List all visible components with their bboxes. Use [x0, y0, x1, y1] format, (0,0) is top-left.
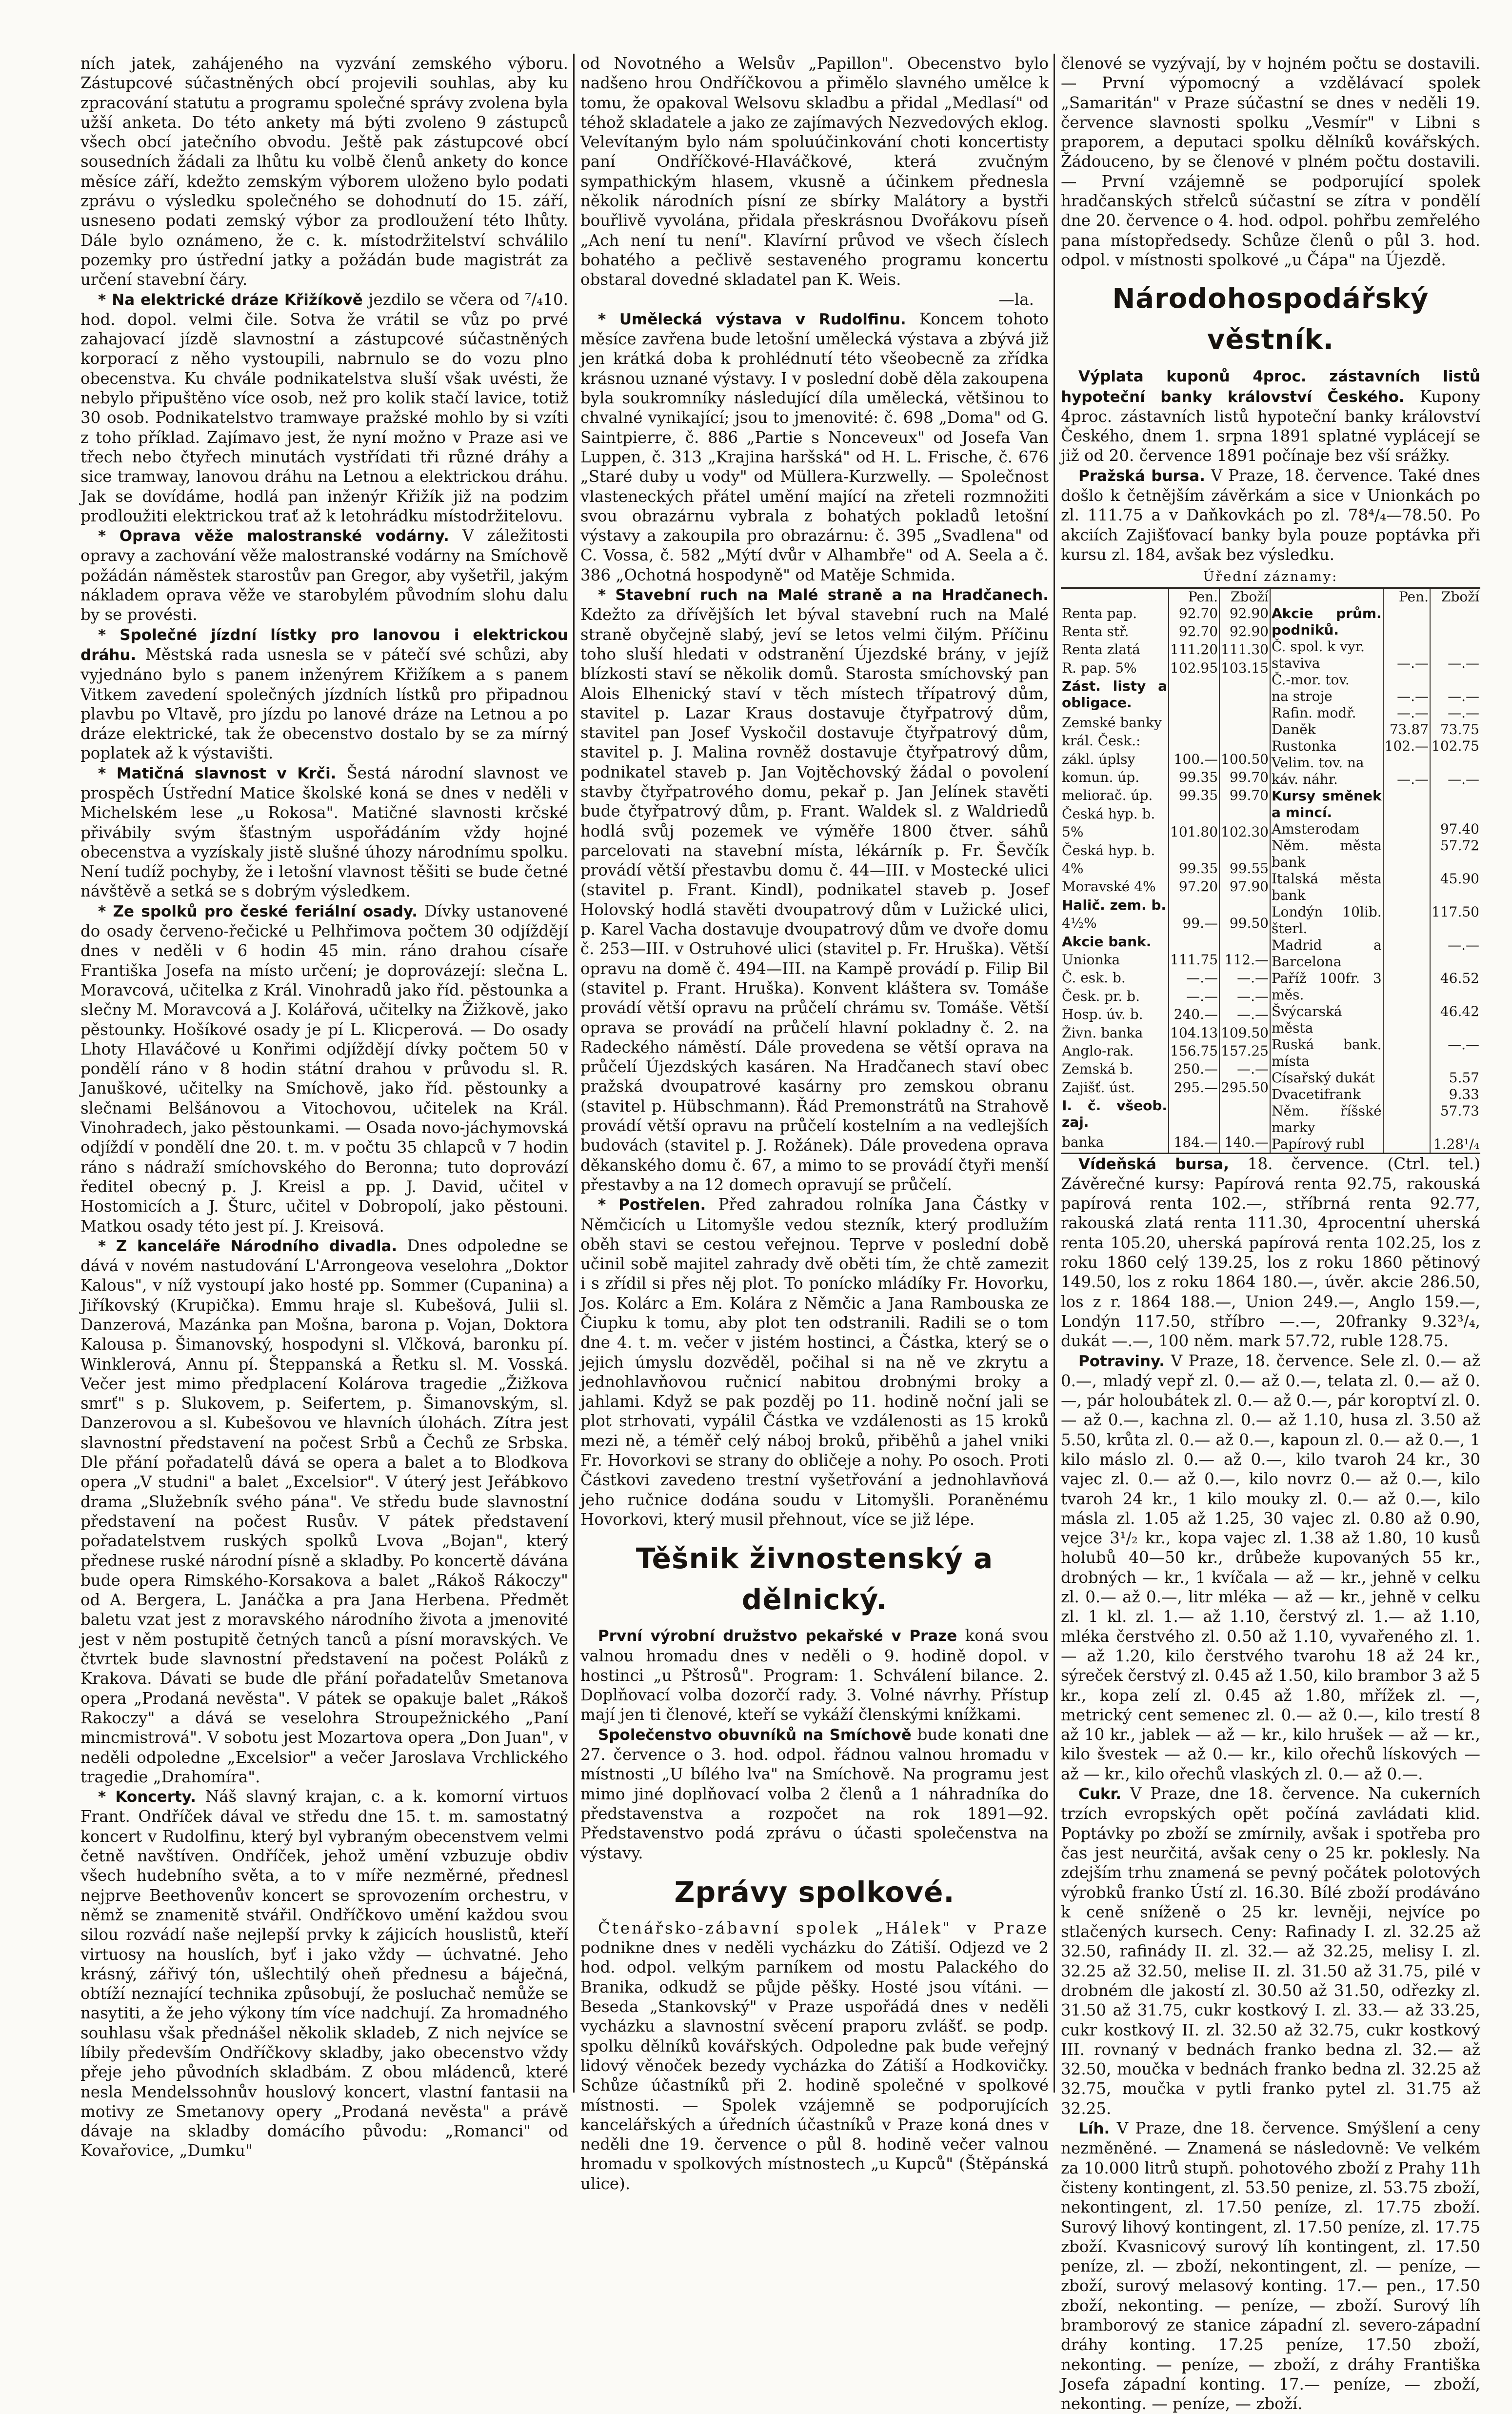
table-row: [1061, 934, 1270, 952]
table-row: [1061, 1134, 1270, 1153]
row-value: 184.—: [1169, 1134, 1219, 1153]
row-label: Zemské banky: [1061, 715, 1169, 733]
row-value: —.—: [1448, 937, 1479, 953]
column-1: [80, 54, 568, 2160]
row-label: káv. náhr.: [1271, 771, 1383, 788]
row-value: 9.33: [1449, 1086, 1479, 1102]
table-row: [1271, 1037, 1480, 1070]
row-label: Renta zlatá: [1061, 641, 1169, 659]
row-label: Akcie prům. podniků.: [1271, 605, 1383, 638]
article-body: Před zahradou rolníka Jana Částky v Němčicích u Litomyšle vedou stezník, který prodlužím oběh stavi se cestou veřejnou. Teprve v poslední době učinil sobě majitel zahrady dvě oběti tím, že chtě zamezit i s zřídil si přes něj plot. To ponícko mládíky Fr. Hovorku, Jos. Kolárc a Em. Kolára z Němčic a Jana Rambouska ze Čiupku k tomu, aby plot ten odstranili. Radili se o tom dne 4. t. m. večer v jistém hostinci, a Částka, který se o jejich úmyslu dozvěděl, počihal si na ně ve zkrytu a jednohlavňovou ručnicí nabitou drobnými broky a jahlami. Když se pak pozděj po 11. hodině noční jali se plot strhovati, vypálil Částka ve vzdálenosti as 15 kroků mezi ně, a téměř celý náboj broků, přiběhů a jahel vniki Fr. Hovorkovi se strany do obličeje a nohy. Po osoch. Proti Částkovi zavedeno trestní vyšetřování a jednohlavňová jeho ručnice dodána soudu v Litomyšli. Poraněnému Hovorkovi, který musil přehnout, více se již lépe.: [580, 1195, 1049, 1529]
table-row: [1271, 821, 1480, 838]
table-body: [1271, 605, 1480, 1153]
article-text: [1061, 1351, 1480, 1784]
row-value: [1383, 1070, 1430, 1086]
row-value: [1219, 806, 1270, 824]
author-signature: —la.: [998, 290, 1034, 309]
row-value: 1.28¹/₄: [1433, 1136, 1479, 1152]
row-label: Velim. tov. na: [1271, 755, 1383, 771]
article-heading: * Z kanceláře Národního divadla.: [98, 1237, 398, 1255]
row-value: [1430, 755, 1480, 771]
table-row: [1061, 970, 1270, 988]
stock-table-right: [1271, 589, 1480, 1153]
row-value: 46.42: [1440, 1003, 1479, 1019]
row-label: Halič. zem. b.: [1061, 897, 1169, 915]
row-value: 103.15: [1221, 659, 1269, 676]
row-label: Papírový rubl: [1271, 1136, 1383, 1153]
row-value: [1430, 788, 1480, 821]
row-value: 57.72: [1440, 837, 1479, 854]
article-body: Koncem tohoto měsíce zavřena bude letošní umělecká výstava a zbývá již jen krátká doba k prohlédnutí této všeobecně za zřídka krásnou uznané výstavy. I v poslední době děla zakoupena byla soukromníky následující díla umělecká, většinou to chvalné vynikající; jsou to jmenovité: č. 698 „Doma" od G. Saintpierre, č. 886 „Partie s Nonceveux" od Josefa Van Luppen, č. 313 „Krajina haršská" od H. L. Frische, č. 676 „Staré duby u vody" od Müllera-Kurzwelly. — Společnost vlasteneckých přátel umění mající na zřeteli rozmnožiti svou obrazárnu vybrala z bohatých pokladů letošní výstavy a zakoupila pro obrazárnu: č. 395 „Svadlena" od C. Vossa, č. 582 „Mýtí dvůr v Alhambře" od A. Seela a č. 386 „Ochotná hospodyně" od Matěje Schmida.: [580, 309, 1049, 584]
row-value: 102.75: [1432, 738, 1479, 754]
article-text: [580, 1918, 1049, 2194]
row-label: Č. spol. k vyr.: [1271, 638, 1383, 655]
row-value: 100.50: [1221, 751, 1269, 767]
table-row: [1271, 1070, 1480, 1086]
table-row: [1061, 678, 1270, 715]
row-value: [1219, 934, 1270, 952]
row-label: Renta stř.: [1061, 623, 1169, 641]
row-value: 109.50: [1221, 1024, 1269, 1041]
row-value: [1383, 904, 1430, 937]
row-value: 97.20: [1169, 878, 1219, 897]
row-label: Madrid a Barcelona: [1271, 937, 1383, 970]
table-row: [1061, 860, 1270, 878]
table-row: [1271, 937, 1480, 970]
row-label: 5%: [1061, 824, 1169, 842]
row-value: 99.50: [1229, 915, 1269, 932]
newspaper-page: [80, 54, 1480, 2414]
article-body: Náš slavný krajan, c. a k. komorní virtuos Frant. Ondříček dával ve středu dne 15. t. m. samostatný koncert v Rudolfinu, který byl vybraným obecenstvem velmi četně navštíven. Ondříček, jehož umění vzbuzuje obdiv všech hudebního světa, a to v míře nezměrné, přednesl nejprve Beethovenův koncert se sprovozením orchestru, v němž se znamenitě stvářil. Ondříčkovo umění každou svou silou rozvádí naše nejlepší prvky k zájicích houslistů, kteří virtuosy na houslích, byť i jako vždy — úchvatné. Jeho krásný, zářivý tón, ušlechtilý oheň přednesu a báječná, obtíží neznající technika způsobují, že posluchač nemůže se nasytiti, a že jeho výkony tím více nadchují. Za hromadného souhlasu však přednášel několik skladeb, Z nich nejvíce se líbily především Ondříčkovy skladby, jako obecenstvo vždy přeje jeho původních skladbám. Z obou mládenců, které nesla Mendelssohnův houslový koncert, vlastní fantasii na motivy ze Smetanovy opery „Prodaná nevěsta" a právě dávaje na skladby domácího původu: „Romanci" od Kovařovice, „Dumku": [80, 1787, 568, 2160]
column-rule: [1054, 54, 1055, 2093]
table-row: [1271, 705, 1480, 721]
table-row: [1061, 769, 1270, 787]
table-row: [1061, 897, 1270, 915]
table-row: [1271, 970, 1480, 1003]
row-value: 156.75: [1169, 1043, 1219, 1061]
row-value: —.—: [1237, 1061, 1269, 1077]
row-value: 57.73: [1440, 1102, 1479, 1119]
article-heading: Vídeňská bursa,: [1078, 1155, 1229, 1173]
row-label: Akcie bank.: [1061, 934, 1169, 952]
row-value: [1383, 638, 1430, 655]
article-body: V záležitosti opravy a zachování věže malostranské vodárny na Smíchově požádán náměstek starostův pan Gregor, aby vyšetřil, jakým nákladem oprava věže ve starobylém původním slohu dalu by se provésti.: [80, 526, 568, 624]
article-text: [80, 526, 568, 624]
table-row: [1061, 660, 1270, 678]
table-row: [1061, 952, 1270, 970]
row-label: Unionka: [1061, 952, 1169, 970]
row-label: na stroje: [1271, 688, 1383, 705]
section-heading: Těšnik živnostenský a dělnický.: [636, 1542, 994, 1616]
row-value: 99.70: [1229, 769, 1269, 786]
article-text: [1061, 1154, 1480, 1351]
row-value: [1169, 897, 1219, 915]
table-row: [1061, 824, 1270, 842]
row-value: 111.75: [1169, 952, 1219, 970]
row-value: 97.40: [1440, 820, 1479, 837]
article-body: koná svou valnou hromadu dnes v neděli o 9. hodině dopol. v hostinci „u Pštrosů". Program: 1. Schválení bilance. 2. Doplňovací volba dozorčí rady. 3. Volné návrhy. Přístup mají jen ti členové, kteří se vykáží členskými knížkami.: [580, 1626, 1049, 1724]
row-value: —.—: [1383, 771, 1430, 788]
row-value: 240.—: [1169, 1006, 1219, 1024]
row-value: 250.—: [1169, 1061, 1219, 1079]
stock-table: [1061, 587, 1480, 1154]
row-label: Č.-mor. tov.: [1271, 672, 1383, 688]
row-label: Švýcarská města: [1271, 1003, 1383, 1037]
table-row: [1271, 904, 1480, 937]
table-row: [1061, 1079, 1270, 1097]
article-text: [580, 1725, 1049, 1863]
row-value: [1169, 678, 1219, 715]
table-row: [1061, 915, 1270, 933]
table-row: [1271, 721, 1480, 738]
row-value: [1219, 842, 1270, 860]
article-heading: * Oprava věže malostranské vodárny.: [98, 527, 449, 545]
article-heading: Líh.: [1078, 2120, 1110, 2138]
table-row: [1271, 871, 1480, 904]
article-body: Kdežto za dřívějších let býval stavební ruch na Malé straně obyčejně slabý, jeví se letos velmi čilým. Příčinu toho sluší hledati v odstranění Újezdské brány, v jejíž blízkosti staví se několik domů. Starosta smíchovský pan Alois Elhenický staví v těch místech třípatrový dům, stavitel p. Lazar Kraus dostavuje čtyřpatrový dům, stavitel pan Josef Vyskočil dostavuje čtyřpatrový dům, stavitel p. J. Malina rovněž dostavuje čtyřpatrový dům, podnikatel staveb p. Jan Vojtěchovský žádal o povolení stavby čtyřpatrového domu, pekař p. Jan Jelínek stavěti bude čtyřpatrový dům, p. Frant. Waldek sl. z Waldriedů hodlá svůj pozemek ve výměře 1800 čtver. sáhů parcelovati na stavební místa, lékárník p. Fr. Ševčík provádí větší přestavbu domu č. 44—III. v Mostecké ulici (stavitel p. Frant. Kindl), podnikatel staveb p. Josef Holovský hodlá stavěti dvoupatrový dům v Lužické ulici, p. Karel Vacha dostavuje dvoupatrový dům ve dvoře domu č. 253—III. v Ostruhové ulici (stavitel p. Fr. Hruška). Větší opravu na domě č. 494—III. na Kampě provádí p. Filip Bil (stavitel p. Frant. Hruška). Konvent kláštera sv. Tomáše provádí větší opravu na průčelí chrámu sv. Tomáše. Větší oprava se provádí na průčelí hlavní pokladny č. 2. na Radeckého náměstí. Dále provedena se větší oprava na průčelí Újezdských kasáren. Na Hradčanech staví obec pražská dvoupatrové kasárny pro zemskou obranu (stavitel p. Hübschmann). Řád Premonstrátů na Strahově provádí větší opravu na průčelí kostelním a na vedlejších budovách (stavitel p. J. Rožánek). Dále provedena oprava děkanského domu č. 67, a mimo to se provádí čtyři menší přestavby a na 12 domech opravují se průčelí.: [580, 605, 1049, 1194]
row-value: [1383, 672, 1430, 688]
row-label: Rustonka: [1271, 738, 1383, 755]
row-label: Italská města bank: [1271, 871, 1383, 904]
table-row: [1271, 1086, 1480, 1103]
row-value: 99.70: [1229, 787, 1269, 804]
row-value: [1383, 788, 1430, 821]
row-value: 5.57: [1449, 1069, 1479, 1086]
row-label: Česká hyp. b.: [1061, 806, 1169, 824]
section-heading: Národohospodářský věstník.: [1112, 283, 1429, 356]
row-label: Daněk: [1271, 721, 1383, 738]
article-heading: * Stavební ruch na Malé straně a na Hradčanech.: [598, 586, 1049, 604]
row-value: 92.70: [1169, 623, 1219, 641]
row-value: 140.—: [1224, 1134, 1269, 1150]
row-label: Renta pap.: [1061, 605, 1169, 623]
table-row: [1061, 1061, 1270, 1079]
section-heading: Zprávy spolkové.: [674, 1875, 955, 1909]
table-row: [1271, 788, 1480, 821]
article-heading: Čtenářsko-zábavní spolek „Hálek" v Praze: [598, 1918, 1049, 1937]
row-value: [1430, 672, 1480, 688]
row-value: —.—: [1448, 771, 1479, 787]
row-value: —.—: [1383, 688, 1430, 705]
article-heading: Výplata kuponů 4proc. zástavních listů hypoteční banky království Českého.: [1061, 368, 1480, 406]
column-2: [580, 54, 1049, 2193]
article-heading: Pražská bursa.: [1078, 467, 1205, 485]
row-label: Anglo-rak.: [1061, 1043, 1169, 1061]
row-label: Něm. města bank: [1271, 838, 1383, 871]
table-row: [1271, 1103, 1480, 1136]
row-value: 111.20: [1169, 641, 1219, 659]
article-body: V Praze, dne 18. července. Na cukerních trzích evropských opět počíná zavládati klid. Poptávky po zboží se zmírnily, avšak i spotřeba pro čas jest neurčitá, avšak ceny o 25 kr. poklesly. Na zdejším trhu znamená se pevný počátek polotových výrobků franko Ústí zl. 16.30. Bílé zboží prodáváno k ceně sníženě o 25 kr. levněji, nejvíce po stlačených kursech. Ceny: Rafinady I. zl. 32.25 až 32.50, rafinády II. zl. 32.— až 32.25, melisy I. zl. 32.25 až 32.50, melise II. zl. 31.50 až 31.75, pilé v drobném dle jakostí zl. 30.50 až 31.50, odřezky zl. 31.50 až 31.75, cukr kostkový I. zl. 33.— až 33.25, cukr kostkový II. zl. 32.50 až 32.75, cukr kostkový III. rovnaný v bednách franko bedna zl. 32.— až 32.50, moučka v bednách franko bedna zl. 32.25 až 32.75, moučka v pytli franko pytel zl. 31.75 až 32.25.: [1061, 1784, 1480, 2118]
row-value: 99.35: [1169, 769, 1219, 787]
row-value: 157.25: [1221, 1042, 1269, 1059]
article-text: od Novotného a Welsův „Papillon". Obecenstvo bylo nadšeno hrou Ondříčkovou a přimělo slavného umělce k tomu, že opakoval Welsovu skladbu a přidal „Medlasí" od téhož skladatele a jako ze zajímavých Nezvedových eklog. Velevítaným bylo nám spoluúčinkování choti koncertisty paní Ondříčkové-Hlaváčkové, která zvučným sympathickým hlasem, vkusně a účinkem přednesla několik národních písní ze sbírky Malátory a bystři bouřlivě vyvolána, přidala přeskrásnou Dvořákovu píseň „Ach není tu není". Klavírní průvod ve všech číslech bohatého a pečlivě sestaveného programu koncertu obstaral dovedné skladatel pan K. Weis.: [580, 54, 1049, 289]
table-row: [1061, 623, 1270, 641]
article-text: [80, 1236, 568, 1787]
article-text: [1061, 366, 1480, 465]
row-value: —.—: [1169, 988, 1219, 1006]
row-value: 45.90: [1440, 870, 1479, 887]
row-value: —.—: [1448, 655, 1479, 671]
row-value: 102.30: [1221, 824, 1269, 840]
row-value: [1383, 1086, 1430, 1103]
table-row: [1061, 806, 1270, 824]
article-body: V Praze, dne 18. července. Smýšlení a ceny nezměněné. — Znamená se následovně: Ve velkém za 10.000 litrů stupň. pohotového zboží z Prahy 11h čisteny kontingent, zl. 53.50 penize, zl. 53.75 zboží, nekontingent, zl. 17.50 peníze, zl. 17.75 zboží. Surový lihový kontingent, zl. 17.50 peníze, zl. 17.75 zboží. Kvasnicový surový líh kontingent, zl. 17.50 peníze, zl. — zboží, nekontingent, zl. — peníze, — zboží, surový melasový konting. 17.— pen., 17.50 zboží, nekonting. — peníze, — zboží. Surový líh bramborový ze stanice západní zl. severo-západní dráhy konting. 17.25 peníze, 17.50 zboží, nekonting. — peníze, — zboží, z dráhy Františka Josefa západní konting. 17.— peníze, — zboží, nekonting. — peníze, — zboží.: [1061, 2119, 1480, 2414]
row-value: 99.55: [1229, 860, 1269, 877]
row-label: meliorač. úp.: [1061, 787, 1169, 805]
row-label: Rafin. modř.: [1271, 705, 1383, 721]
row-label: zákl. úplsy: [1061, 751, 1169, 769]
row-value: [1383, 605, 1430, 638]
row-value: 99.35: [1169, 787, 1219, 805]
row-label: I. č. všeob. zaj.: [1061, 1097, 1169, 1134]
article-text: členové se vyzývají, by v hojném počtu se dostavili. — První výpomocný a vzdělávací spolek „Samaritán" v Praze súčastní se dnes v neděli 19. července slavnosti spolku „Vesmír" v Libni s praporem, a deputaci spolku dělníků kovářských. Žádouceno, by se členové v plném počtu dostavili. — První vzájemně se podporující spolek hradčanských střelců súčastní se zítra v pondělí dne 20. července o 4. hod. odpol. pohřbu zemřelého pana místopředsedy. Schůze členů o půl 3. hod. odpol. v místnosti spolkové „u Čápa" na Újezdě.: [1061, 54, 1480, 269]
row-value: 102.—: [1383, 738, 1430, 755]
column-header: Zboží: [1231, 588, 1269, 605]
article-text: [580, 1195, 1049, 1529]
row-value: —.—: [1237, 1006, 1269, 1023]
article-body: 18. července. (Ctrl. tel.) Závěrečné kursy: Papírová renta 92.75, rakouská papírová renta 102.—, stříbrná renta 92.77, rakouská zlatá renta 111.30, 4procentní uherská renta 105.20, uherská papírová renta 102.25, los z roku 1860 celý 139.25, los z roku 1860 pětinový 149.50, los z roku 1864 180.—, úvěr. akcie 286.50, los z r. 1864 188.—, Union 249.—, Anglo 159.—, Londýn 117.50, stříbro —.—, 20franky 9.32³/₄, dukát —.—, 100 něm. mark 57.72, ruble 128.75.: [1061, 1154, 1480, 1351]
table-row: [1061, 641, 1270, 659]
column-rule: [573, 54, 575, 2093]
row-value: 104.13: [1169, 1025, 1219, 1043]
row-label: Živn. banka: [1061, 1025, 1169, 1043]
column-header: Pen.: [1169, 589, 1219, 605]
row-label: Zást. listy a obligace.: [1061, 678, 1169, 715]
row-label: Č. esk. b.: [1061, 970, 1169, 988]
article-heading: Potraviny.: [1078, 1352, 1165, 1370]
article-text: ních jatek, zahájeného na vyzvání zemského výboru. Zástupcové súčastněných obcí projevili souhlas, aby ku zpracování statutu a programu společné správy zvolena byla užší anketa. Do této ankety má býti zvoleno 9 zástupců všech obcí jatečního obvodu. Ještě pak zástupcové obcí sousedních žádali za lhůtu ku volbě členů ankety do konce měsíce září, kdežto zemským výborem uloženo bylo podati zprávu o výsledku společného se dohodnutí do 15. září, usneseno podati zemský výbor za prodloužení této lhůty. Dále bylo oznámeno, že c. k. místodržitelství schválilo pozemky pro ústřední jatky a požádán bude magistrát za určení stavební čáry.: [80, 54, 568, 289]
table-row: [1271, 738, 1480, 755]
article-body: Šestá národní slavnost ve prospěch Ústřední Matice školské koná se dnes v neděli v Michelském lese „u Rokosa". Matičné slavnosti krčské přivábily svým šťastným uspořádáním vždy hojné obecenstva a vyzískaly jistě slušné úhozy národnímu spolku. Není tudíž pochyby, že i letošní vlavnost těšiti se bude četné návštěvě a setká se s dobrým výsledkem.: [80, 763, 568, 901]
row-value: 100.—: [1169, 751, 1219, 769]
table-row: [1271, 1136, 1480, 1153]
row-value: [1383, 1037, 1430, 1070]
row-value: [1169, 733, 1219, 751]
row-label: Zemská b.: [1061, 1061, 1169, 1079]
row-value: 117.50: [1432, 903, 1479, 920]
article-heading: * Koncerty.: [98, 1788, 196, 1806]
article-body: Dívky ustanovené do osady červeno-řečické u Pelhřimova počtem 30 odjíždějí dnes v neděli v 6 hodin 45 min. ráno drahou císaře Františka Josefa na místo určení; je doprovázejí: slečna L. Moravcová, učitelka z Král. Vinohradů jako říd. pěstounka a slečny M. Moravcová a J. Kolářová, učitelky na Žižkově, jako pěstounky. Hošíkové osady je pí L. Klicperová. — Do osady Lhoty Hlaváčové u Konřimi odjíždějí dívky počtem 50 v pondělí ráno v 8 hodin státní drahou v průvodu sl. R. Januškové, učitelky na Smíchově, jako říd. pěstounky a slečnami Belšánovou a Vitochovou, učitelek na Král. Vinohradech, jako pěstounkami. — Osada novo-jáchymovská odjíždí v pondělí dne 20. t. m. v počtu 35 chlapců v 7 hodin ráno s nádraží smíchovského do Beronna; tuto doprovází ředitel obecný p. J. Kreisl a pp. J. David, učitel v Hostomicích a J. Šturc, učitel v Dobropolí, jako pěstouni. Matkou osady této jest pí. J. Kreisová.: [80, 901, 568, 1236]
row-value: [1383, 1103, 1430, 1136]
row-value: 111.30: [1221, 641, 1269, 658]
article-body: bude konati dne 27. července o 3. hod. odpol. řádnou valnou hromadu v místnosti „U bílého lva" na Smíchově. Na programu jest mimo jiné doplňovací volba 2 členů a 1 náhradníka do představenstva a rozpočet na rok 1891—92. Představenstvo podá zprávu o účasti společenstva na výstavy.: [580, 1725, 1049, 1862]
table-row: [1061, 605, 1270, 623]
row-value: 102.95: [1169, 660, 1219, 678]
table-row: [1061, 715, 1270, 733]
table-row: [1061, 1097, 1270, 1134]
row-value: 99.35: [1169, 860, 1219, 878]
row-label: Ruská bank. místa: [1271, 1037, 1383, 1070]
row-label: Londýn 10lib. šterl.: [1271, 904, 1383, 937]
article-heading: První výrobní družstvo pekařské v Praze: [598, 1627, 957, 1645]
table-row: [1061, 733, 1270, 751]
row-label: Paříž 100fr. 3 měs.: [1271, 970, 1383, 1003]
row-value: [1219, 678, 1270, 715]
table-row: [1271, 771, 1480, 788]
row-label: 4%: [1061, 860, 1169, 878]
row-value: 112.—: [1224, 951, 1269, 968]
row-label: Česká hyp. b.: [1061, 842, 1169, 860]
row-label: Kursy směnek a mincí.: [1271, 788, 1383, 821]
article-heading: * Matičná slavnost v Krči.: [98, 764, 337, 782]
row-value: —.—: [1448, 704, 1479, 721]
row-value: 97.90: [1229, 878, 1269, 895]
article-heading: * Společné jízdní lístky pro lanovou i elektrickou dráhu.: [80, 626, 568, 664]
table-row: [1061, 988, 1270, 1006]
table-title: Úřední záznamy:: [1203, 569, 1338, 585]
article-body: jezdilo se včera od ⁷/₄10. hod. dopol. velmi čile. Sotva že vrátil se vůz po prvé zahajovací jízdě slavnostní a zástupcové súčastněných korporací z něho vystoupili, nabrnulo se do vozu plno obecenstva. Ku chvále podnikatelstva sluší však uvésti, že nebylo připuštěno více osob, než pro kolik stačí lavice, totiž 30 osob. Podnikatelstvo tramwaye pražské mohlo by si vzíti z toho příklad. Zajímavo jest, že nyní možno v Praze asi ve třech nebo čtyřech minutách vystřídati tři různé dráhy a sice tramway, lanovou dráhu na Letnou a elektrickou dráhu. Jak se dovídáme, hodlá pan inženýr Křižík již na podzim prodloužiti elektrickou trať až k letohrádku místodržitelovu.: [80, 290, 568, 525]
table-row: [1271, 605, 1480, 638]
row-value: 92.70: [1169, 605, 1219, 623]
table-row: [1271, 755, 1480, 771]
article-body: V Praze, 18. července. Také dnes došlo k četnějším závěrkám a sice v Unionkách po zl. 111.75 a v Daňkovkách po zl. 78⁴/₄—78.50. Po akciích Zajišťovací banky byla pouze poptávka při kursu zl. 184, avšak bez výsledku.: [1061, 466, 1480, 564]
article-text: [80, 763, 568, 901]
article-text: [80, 901, 568, 1236]
row-value: [1383, 838, 1430, 871]
article-text: [580, 585, 1049, 1195]
article-body: V Praze, 18. července. Sele zl. 0.— až 0.—, mladý vepř zl. 0.— až 0.—, telata zl. 0.— až 0.—, pár holoubátek zl. 0.— až 0.—, pár koroptví zl. 0.— až 0.—, kachna zl. 0.— až 1.10, husa zl. 3.50 až 5.50, krůta zl. 0.— až 0.—, kapoun zl. 0.— až 0.—, 1 kilo máslo zl. 0.— až 0.—, kilo tvaroh 24 kr., 30 vajec zl. 0.— až 0.—, kilo novrz 0.— až 0.—, kilo tvaroh 24 kr., 1 kilo mouky zl. 0.— až 0.—, kilo másla zl. 1.05 až 1.25, 30 vajec zl. 0.80 až 0.90, vejce 3¹/₂ kr., kopa vajec zl. 1.38 až 1.80, 10 kusů holubů 40—50 kr., drůbeže kupovaných 55 kr., drobných — kr., 1 kvíčala — až — kr., jehně v celku zl. 0.— až 0.—, litr mléka — až — kr., jehně v celku zl. 1 kl. zl. 1.— až 1.10, čerstvý zl. 1.— až 1.10, mléka čerstvého zl. 0.50 až 1.10, vyvařeného zl. 1.— až 1.20, kilo čerstvého tvarohu 18 až 24 kr., sýreček čerstvý zl. 0.45 až 1.50, kilo brambor 3 až 5 kr., kopa zelí zl. 0.45 až 1.80, mřížek zl. —, metrický cent semenec zl. 0.— až 0.—, kilo trestí 8 až 10 kr., jablek — až — kr., kilo hrušek — až — kr., kilo švestek — až 0.— kr., kilo ořechů lískových — až — kr., kilo ořechů vlaských zl. 0.— až 0.—.: [1061, 1351, 1480, 1783]
table-body: [1061, 605, 1270, 1153]
table-row: [1271, 688, 1480, 705]
row-value: —.—: [1448, 1036, 1479, 1053]
article-heading: * Na elektrické dráze Křižíkově: [98, 291, 363, 309]
row-value: [1169, 806, 1219, 824]
row-value: [1430, 638, 1480, 655]
stock-table-left: [1061, 589, 1271, 1153]
table-row: [1271, 672, 1480, 688]
table-row: [1061, 787, 1270, 805]
row-value: 295.50: [1221, 1079, 1269, 1096]
row-label: R. pap. 5%: [1061, 660, 1169, 678]
row-value: [1169, 1097, 1219, 1134]
row-value: 92.90: [1229, 605, 1269, 621]
article-text: [1061, 2118, 1480, 2414]
row-value: 46.52: [1440, 970, 1479, 986]
article-heading: * Ze spolků pro české feriální osady.: [98, 902, 418, 920]
row-value: [1383, 755, 1430, 771]
row-label: král. Česk.:: [1061, 733, 1169, 751]
row-value: [1219, 1097, 1270, 1134]
row-value: 101.80: [1169, 824, 1219, 842]
table-row: [1061, 1006, 1270, 1024]
row-value: —.—: [1169, 970, 1219, 988]
article-text: [80, 625, 568, 763]
article-body: podnikne dnes v neděli vycházku do Zátiší. Odjezd ve 2 hod. odpol. velkým parníkem od mostu Palackého do Branika, odkudž se půjde pěšky. Hosté jsou vítáni. — Beseda „Stankovský" v Praze uspořádá dnes v neděli vycházku a slavnostní svěcení praporu zvlášť. se podp. spolku dělníků kovářských. Odpoledne pak bude veřejný lidový věnoček bezedy vycházka do Zátiší a Hodkovičky. Schůze účastníků při 2. hodině společné v spolkové místnosti. — Spolek vzájemně se podporujících kancelářských a úředních účastníků v Praze koná dnes v neděli dne 19. července o půl 8. hodině večer valnou hromadu v spolkových místnostech „u Kupců" (Štěpánská ulice).: [580, 1938, 1049, 2193]
row-value: [1219, 715, 1270, 733]
table-row: [1061, 751, 1270, 769]
row-value: 92.90: [1229, 623, 1269, 639]
row-value: —.—: [1237, 970, 1269, 986]
row-value: [1169, 842, 1219, 860]
row-label: 4½%: [1061, 915, 1169, 933]
article-heading: Společenstvo obuvníků na Smíchově: [598, 1726, 912, 1744]
row-value: [1169, 715, 1219, 733]
row-value: 73.87: [1383, 721, 1430, 738]
row-value: [1430, 605, 1480, 638]
row-label: Česk. pr. b.: [1061, 988, 1169, 1006]
row-label: Dvacetifrank: [1271, 1086, 1383, 1103]
article-heading: * Postřelen.: [598, 1196, 706, 1214]
article-body: Městská rada usnesla se v pátečí své schůzi, aby vyjednáno bylo s panem inženýrem Křižíkem a s panem Vitkem zavedení společných jízdních lístků pro připadnou plavbu po Vltavě, pro jízdu po lanové dráze na Letnou a po dráze elektrické, tak že obecenstvo dostalo by se za mírný poplatek až k výstavišti.: [80, 645, 568, 763]
article-text: [580, 309, 1049, 585]
table-row: [1271, 638, 1480, 655]
article-text: [1061, 466, 1480, 564]
row-label: Amsterodam: [1271, 821, 1383, 838]
row-label: Něm. říšské marky: [1271, 1103, 1383, 1136]
article-text: [80, 290, 568, 526]
row-value: —.—: [1237, 988, 1269, 1004]
row-label: Moravské 4%: [1061, 878, 1169, 897]
article-heading: * Umělecká výstava v Rudolfinu.: [598, 310, 906, 328]
row-label: komun. úp.: [1061, 769, 1169, 787]
row-label: Císařský dukát: [1271, 1070, 1383, 1086]
row-value: [1383, 821, 1430, 838]
article-text: [580, 1626, 1049, 1724]
table-row: [1061, 1043, 1270, 1061]
row-label: staviva: [1271, 655, 1383, 672]
row-value: [1383, 1003, 1430, 1037]
row-value: 73.75: [1440, 721, 1479, 738]
column-3: [1061, 54, 1480, 2414]
table-row: [1271, 838, 1480, 871]
row-value: 99.—: [1169, 915, 1219, 933]
article-body: Dnes odpoledne se dává v novém nastudování L'Arrongeova veselohra „Doktor Kalous", v níž vystoupí jako hosté pp. Sommer (Cupanina) a Jiříkovský (Krupička). Emmu hraje sl. Kubešová, Julii sl. Danzerová, Mazánka pan Mošna, barona p. Vojan, Doktora Kalousa p. Šimanovský, hospodyni sl. Vlčková, baronku pí. Winklerová, Annu pí. Šteppanská a Řetku sl. M. Vosská. Večer jest mimo předplacení Kolárova tragedie „Žižkova smrť" s p. Slukovem, p. Seifertem, p. Šimanovským, sl. Danzerovou a sl. Kubešovou ve hlavních úlohách. Zítra jest slavnostní představení na počest Srbů a Čechů ze Srbska. Dle přání pořadatelů dává se opera a balet a to Blodkova opera „V studni" a balet „Excelsior". V úterý jest Jeřábkovo drama „Služebník svého pána". Ve středu bude slavnostní představení na počest Rusův. V pátek představení pořadatelstvem ruských spolků Lvova „Bojan", který přednese ruské národní písně a skladby. Po koncertě dávána bude opera Rimského-Korsakova a balet „Rákoš Rákoczy" od A. Bergera, L. Janáčka a pra Jana Herbena. Předmět baletu vzat jest z moravského národního života a jmenovité jest v něm postupitě četných tanců a písní moravských. Ve čtvrtek bude slavnostní představení na počest Poláků z Krakova. Dávati se bude dle přání pořadatelův Smetanova opera „Prodaná nevěsta". V pátek se opakuje balet „Rákoš Rakoczy" a dává se veselohra Stroupežnického „Paní mincmistrová". V sobotu jest Mozartova opera „Don Juan", v neděli odpoledne „Excelsior" a večer Jaroslava Vrchlického tragedie „Drahomíra".: [80, 1236, 568, 1786]
table-row: [1271, 1003, 1480, 1037]
row-value: —.—: [1383, 705, 1430, 721]
row-label: Hosp. úv. b.: [1061, 1006, 1169, 1024]
row-value: —.—: [1383, 655, 1430, 672]
row-label: banka: [1061, 1134, 1169, 1153]
column-header: Zboží: [1441, 588, 1479, 605]
row-value: 295.—: [1169, 1079, 1219, 1097]
table-row: [1061, 878, 1270, 897]
article-body: Kupony 4proc. zástavních listů hypoteční banky království Českého, dnem 1. srpna 1891 splatné vyplácejí se již od 20. července 1891 počínaje bez vší srážky.: [1061, 387, 1480, 465]
row-label: Zajišť. úst.: [1061, 1079, 1169, 1097]
row-value: [1219, 897, 1270, 915]
row-value: —.—: [1448, 688, 1479, 704]
article-text: [80, 1787, 568, 2161]
row-value: [1383, 970, 1430, 1003]
row-value: [1383, 871, 1430, 904]
article-heading: Cukr.: [1078, 1785, 1122, 1803]
row-value: [1383, 1136, 1430, 1153]
column-header: Pen.: [1383, 589, 1430, 605]
table-row: [1271, 655, 1480, 672]
row-value: [1219, 733, 1270, 751]
table-row: [1061, 1025, 1270, 1043]
row-value: [1383, 937, 1430, 970]
table-row: [1061, 842, 1270, 860]
article-text: [1061, 1784, 1480, 2118]
row-value: [1169, 934, 1219, 952]
